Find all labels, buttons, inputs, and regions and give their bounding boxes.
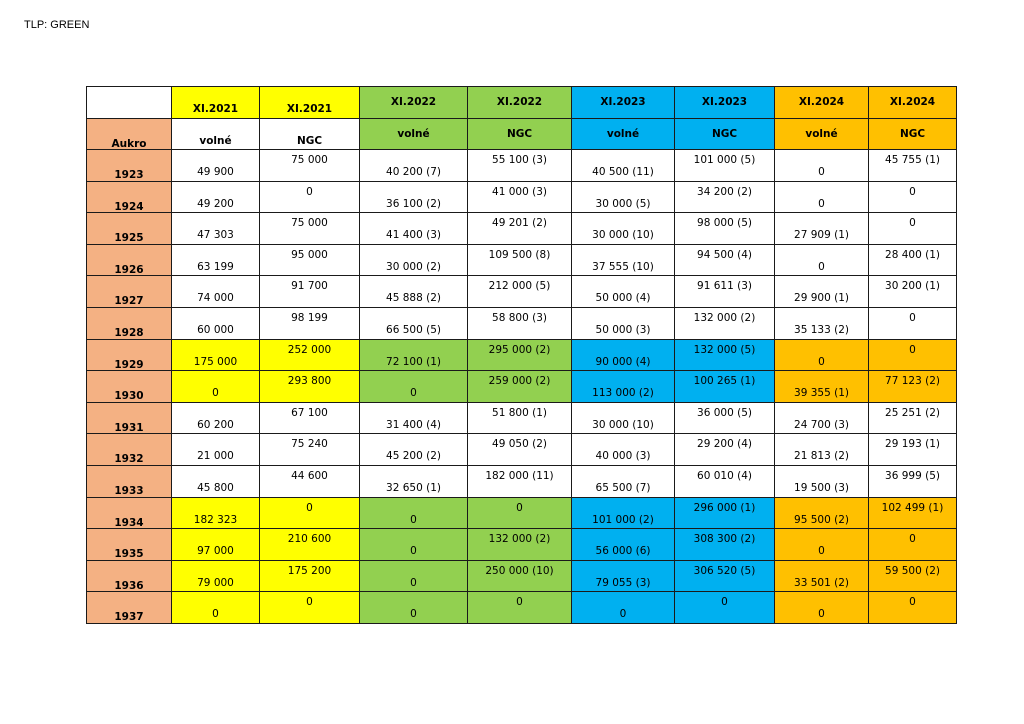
table-row	[87, 307, 957, 339]
value-cell: 72 100 (1)	[360, 339, 468, 371]
value-cell: 132 000 (5)	[675, 339, 775, 371]
value-cell: 0	[260, 497, 360, 529]
year-cell: 1937	[87, 592, 172, 624]
value-cell: 45 888 (2)	[360, 276, 468, 308]
header-type: NGC	[260, 118, 360, 150]
value-cell: 32 650 (1)	[360, 465, 468, 497]
value-cell: 296 000 (1)	[675, 497, 775, 529]
value-cell: 58 800 (3)	[468, 307, 572, 339]
value-cell: 60 010 (4)	[675, 465, 775, 497]
value-cell: 65 500 (7)	[572, 465, 675, 497]
value-cell: 59 500 (2)	[869, 560, 957, 592]
value-cell: 95 500 (2)	[775, 497, 869, 529]
value-cell: 308 300 (2)	[675, 529, 775, 561]
value-cell: 100 265 (1)	[675, 371, 775, 403]
value-cell: 0	[260, 181, 360, 213]
value-cell: 113 000 (2)	[572, 371, 675, 403]
value-cell: 45 800	[172, 465, 260, 497]
header-period: XI.2024	[775, 87, 869, 119]
value-cell: 0	[869, 181, 957, 213]
value-cell: 21 000	[172, 434, 260, 466]
value-cell: 101 000 (2)	[572, 497, 675, 529]
value-cell: 36 000 (5)	[675, 402, 775, 434]
value-cell: 75 000	[260, 213, 360, 245]
year-cell: 1936	[87, 560, 172, 592]
year-cell: 1931	[87, 402, 172, 434]
year-cell: 1923	[87, 150, 172, 182]
value-cell: 29 900 (1)	[775, 276, 869, 308]
value-cell: 44 600	[260, 465, 360, 497]
header-type-row	[87, 118, 957, 150]
value-cell: 306 520 (5)	[675, 560, 775, 592]
value-cell: 0	[360, 592, 468, 624]
value-cell: 0	[468, 497, 572, 529]
value-cell: 77 123 (2)	[869, 371, 957, 403]
value-cell: 0	[775, 339, 869, 371]
header-type: NGC	[869, 118, 957, 150]
value-cell: 175 200	[260, 560, 360, 592]
table-row	[87, 592, 957, 624]
year-cell: 1929	[87, 339, 172, 371]
value-cell: 0	[775, 244, 869, 276]
value-cell: 75 240	[260, 434, 360, 466]
value-cell: 45 755 (1)	[869, 150, 957, 182]
value-cell: 0	[869, 213, 957, 245]
value-cell: 30 000 (5)	[572, 181, 675, 213]
value-cell: 0	[260, 592, 360, 624]
value-cell: 0	[869, 592, 957, 624]
value-cell: 0	[775, 592, 869, 624]
value-cell: 94 500 (4)	[675, 244, 775, 276]
value-cell: 36 100 (2)	[360, 181, 468, 213]
value-cell: 0	[360, 529, 468, 561]
table-row	[87, 560, 957, 592]
value-cell: 91 700	[260, 276, 360, 308]
value-cell: 293 800	[260, 371, 360, 403]
value-cell: 98 000 (5)	[675, 213, 775, 245]
header-period-row	[87, 87, 957, 119]
tlp-label: TLP: GREEN	[24, 19, 90, 31]
value-cell: 29 193 (1)	[869, 434, 957, 466]
value-cell: 55 100 (3)	[468, 150, 572, 182]
value-cell: 0	[775, 181, 869, 213]
value-cell: 210 600	[260, 529, 360, 561]
value-cell: 33 501 (2)	[775, 560, 869, 592]
value-cell: 0	[869, 307, 957, 339]
value-cell: 95 000	[260, 244, 360, 276]
header-period: XI.2021	[260, 87, 360, 119]
table-row	[87, 465, 957, 497]
value-cell: 40 200 (7)	[360, 150, 468, 182]
header-period: XI.2022	[360, 87, 468, 119]
value-cell: 132 000 (2)	[468, 529, 572, 561]
value-cell: 0	[869, 529, 957, 561]
value-cell: 27 909 (1)	[775, 213, 869, 245]
value-cell: 91 611 (3)	[675, 276, 775, 308]
value-cell: 19 500 (3)	[775, 465, 869, 497]
table-row	[87, 402, 957, 434]
value-cell: 295 000 (2)	[468, 339, 572, 371]
value-cell: 0	[360, 560, 468, 592]
value-cell: 30 000 (10)	[572, 402, 675, 434]
value-cell: 35 133 (2)	[775, 307, 869, 339]
header-type: volné	[360, 118, 468, 150]
header-type: NGC	[468, 118, 572, 150]
value-cell: 39 355 (1)	[775, 371, 869, 403]
aukro-label: Aukro	[87, 118, 172, 150]
value-cell: 66 500 (5)	[360, 307, 468, 339]
value-cell: 259 000 (2)	[468, 371, 572, 403]
year-cell: 1933	[87, 465, 172, 497]
table-row	[87, 497, 957, 529]
value-cell: 175 000	[172, 339, 260, 371]
value-cell: 0	[869, 339, 957, 371]
value-cell: 50 000 (3)	[572, 307, 675, 339]
value-cell: 45 200 (2)	[360, 434, 468, 466]
value-cell: 36 999 (5)	[869, 465, 957, 497]
value-cell: 74 000	[172, 276, 260, 308]
value-cell: 79 055 (3)	[572, 560, 675, 592]
value-cell: 24 700 (3)	[775, 402, 869, 434]
value-cell: 31 400 (4)	[360, 402, 468, 434]
value-cell: 212 000 (5)	[468, 276, 572, 308]
header-period: XI.2022	[468, 87, 572, 119]
value-cell: 101 000 (5)	[675, 150, 775, 182]
header-type: volné	[572, 118, 675, 150]
value-cell: 102 499 (1)	[869, 497, 957, 529]
header-type: volné	[775, 118, 869, 150]
table-row	[87, 529, 957, 561]
value-cell: 49 900	[172, 150, 260, 182]
year-cell: 1935	[87, 529, 172, 561]
corner-cell	[87, 87, 172, 119]
value-cell: 67 100	[260, 402, 360, 434]
value-cell: 40 500 (11)	[572, 150, 675, 182]
value-cell: 0	[172, 592, 260, 624]
value-cell: 49 050 (2)	[468, 434, 572, 466]
table-row	[87, 276, 957, 308]
table-row	[87, 181, 957, 213]
value-cell: 49 201 (2)	[468, 213, 572, 245]
value-cell: 41 000 (3)	[468, 181, 572, 213]
value-cell: 182 000 (11)	[468, 465, 572, 497]
value-cell: 30 000 (10)	[572, 213, 675, 245]
value-cell: 34 200 (2)	[675, 181, 775, 213]
value-cell: 56 000 (6)	[572, 529, 675, 561]
year-cell: 1927	[87, 276, 172, 308]
header-period: XI.2023	[572, 87, 675, 119]
value-cell: 51 800 (1)	[468, 402, 572, 434]
value-cell: 109 500 (8)	[468, 244, 572, 276]
value-cell: 30 000 (2)	[360, 244, 468, 276]
value-cell: 41 400 (3)	[360, 213, 468, 245]
value-cell: 90 000 (4)	[572, 339, 675, 371]
value-cell: 252 000	[260, 339, 360, 371]
value-cell: 182 323	[172, 497, 260, 529]
year-cell: 1924	[87, 181, 172, 213]
value-cell: 29 200 (4)	[675, 434, 775, 466]
value-cell: 98 199	[260, 307, 360, 339]
header-type: NGC	[675, 118, 775, 150]
value-cell: 97 000	[172, 529, 260, 561]
value-cell: 0	[360, 497, 468, 529]
value-cell: 60 200	[172, 402, 260, 434]
value-cell: 40 000 (3)	[572, 434, 675, 466]
header-type: volné	[172, 118, 260, 150]
table-row	[87, 339, 957, 371]
year-cell: 1930	[87, 371, 172, 403]
value-cell: 49 200	[172, 181, 260, 213]
value-cell: 47 303	[172, 213, 260, 245]
value-cell: 60 000	[172, 307, 260, 339]
value-cell: 30 200 (1)	[869, 276, 957, 308]
value-cell: 63 199	[172, 244, 260, 276]
value-cell: 132 000 (2)	[675, 307, 775, 339]
year-cell: 1928	[87, 307, 172, 339]
table-row	[87, 434, 957, 466]
value-cell: 75 000	[260, 150, 360, 182]
table-row	[87, 213, 957, 245]
year-cell: 1934	[87, 497, 172, 529]
value-cell: 0	[675, 592, 775, 624]
value-cell: 79 000	[172, 560, 260, 592]
table-row	[87, 371, 957, 403]
value-cell: 0	[172, 371, 260, 403]
value-cell: 25 251 (2)	[869, 402, 957, 434]
year-cell: 1926	[87, 244, 172, 276]
table-row	[87, 150, 957, 182]
value-cell: 0	[775, 529, 869, 561]
year-cell: 1925	[87, 213, 172, 245]
value-cell: 0	[468, 592, 572, 624]
year-cell: 1932	[87, 434, 172, 466]
value-cell: 0	[360, 371, 468, 403]
value-cell: 28 400 (1)	[869, 244, 957, 276]
price-table	[86, 86, 957, 624]
header-period: XI.2024	[869, 87, 957, 119]
value-cell: 37 555 (10)	[572, 244, 675, 276]
value-cell: 50 000 (4)	[572, 276, 675, 308]
value-cell: 21 813 (2)	[775, 434, 869, 466]
table-row	[87, 244, 957, 276]
value-cell: 250 000 (10)	[468, 560, 572, 592]
header-period: XI.2021	[172, 87, 260, 119]
value-cell: 0	[775, 150, 869, 182]
header-period: XI.2023	[675, 87, 775, 119]
value-cell: 0	[572, 592, 675, 624]
